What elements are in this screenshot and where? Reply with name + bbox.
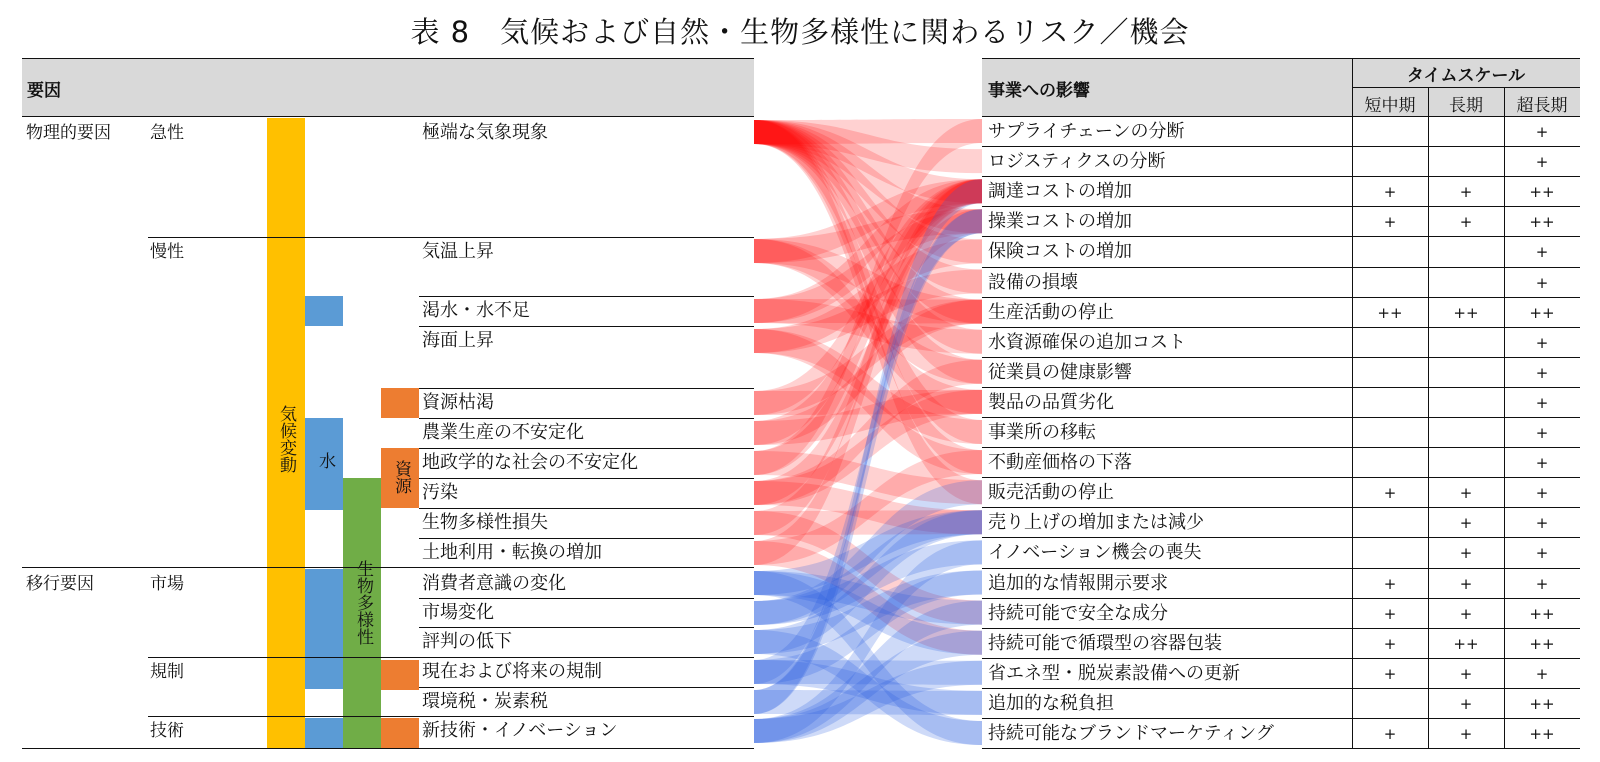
impact-mark-short: + [1383,664,1397,683]
impact-mark-very-long: + [1535,514,1549,533]
impact-mark-short: + [1383,183,1397,202]
impact-mark-long: + [1459,183,1473,202]
risk-label: 農業生産の不安定化 [422,422,584,443]
risk-label: 消費者意識の変化 [422,573,566,594]
impact-row-line [982,598,1580,599]
impact-mark-very-long: + [1535,484,1549,503]
impact-label: 設備の損壊 [988,271,1078,293]
impact-table-bottom-line [982,748,1580,749]
risk-row-separator [419,598,754,599]
impact-mark-long: + [1459,213,1473,232]
group-regulation: 規制 [150,662,184,682]
impact-mark-short: + [1383,604,1397,623]
impact-label: ロジスティクスの分断 [988,151,1166,173]
impact-row-line [982,718,1580,719]
group-market: 市場 [150,574,184,594]
group-physical: 物理的要因 [26,123,111,143]
impact-mark-long: + [1459,664,1473,683]
impact-mark-very-long: + [1535,333,1549,352]
impact-label: 製品の品質劣化 [988,391,1114,413]
impact-mark-long: + [1459,725,1473,743]
risk-row-separator [419,627,754,628]
impact-mark-very-long: + [1535,153,1549,172]
risk-label: 渇水・水不足 [422,300,530,321]
impact-label: 追加的な情報開示要求 [988,572,1168,594]
impact-label: 持続可能で循環型の容器包装 [988,632,1222,654]
impact-row-line [982,658,1580,659]
factor-header: 要因 [27,81,61,101]
impact-mark-very-long: + [1535,363,1549,382]
impact-label: 販売活動の停止 [988,482,1114,504]
impact-row-line [982,447,1580,448]
group-technology: 技術 [150,721,184,741]
impact-row-line [982,176,1580,177]
impact-mark-very-long: ++ [1529,303,1555,322]
impact-row-line [982,267,1580,268]
impact-mark-long: ++ [1453,634,1479,653]
risk-label: 市場変化 [422,602,494,623]
risk-row-separator [419,326,754,327]
impact-mark-very-long: + [1535,393,1549,412]
water-bar-label: 水 [315,452,335,469]
impact-mark-very-long: + [1535,574,1549,593]
impact-label: イノベーション機会の喪失 [988,542,1202,564]
impact-mark-short: + [1383,574,1397,593]
impact-label: 事業所の移転 [988,422,1096,443]
impact-mark-very-long: + [1535,273,1549,292]
impact-row-line [982,236,1580,237]
impact-row-line [982,477,1580,478]
impact-row-line [982,327,1580,328]
impact-mark-short: + [1383,725,1397,743]
impact-row-line [982,146,1580,147]
long-term-header: 長期 [1449,96,1483,116]
impact-mark-very-long: + [1535,123,1549,141]
impact-mark-very-long: + [1535,454,1549,473]
impact-mark-very-long: ++ [1529,634,1555,653]
impact-mark-very-long: ++ [1529,213,1555,232]
risk-row-separator [419,448,754,449]
impact-row-line [982,387,1580,388]
risk-label: 新技術・イノベーション [422,720,618,741]
impact-mark-long: + [1459,604,1473,623]
risk-row-separator [419,296,754,297]
risk-row-separator [419,538,754,539]
group-chronic: 慢性 [150,242,184,262]
climate-bar-label: 気候変動 [276,405,296,473]
impact-label: 売り上げの増加または減少 [988,512,1204,534]
impact-row-line [982,116,1580,117]
impact-header: 事業への影響 [988,81,1090,101]
risk-label: 土地利用・転換の増加 [422,542,602,563]
risk-row-separator [419,388,754,389]
impact-mark-long: ++ [1453,303,1479,322]
impact-row-line [982,568,1580,569]
impact-row-line [982,507,1580,508]
impact-label: 追加的な税負担 [988,692,1114,714]
risk-row-separator [419,508,754,509]
impact-mark-very-long: ++ [1529,183,1555,202]
table-title: 表 8 気候および自然・生物多様性に関わるリスク／機会 [410,15,1190,49]
impact-mark-long: + [1459,514,1473,533]
impact-mark-very-long: ++ [1529,725,1555,743]
impact-label: 不動産価格の下落 [988,452,1132,474]
risk-label: 極端な気象現象 [422,122,548,143]
impact-mark-long: + [1459,694,1473,713]
risk-label: 汚染 [422,482,458,503]
impact-label: 生産活動の停止 [988,301,1114,323]
timescale-header: タイムスケール [1406,66,1526,86]
timescale-col-line-3 [1504,87,1505,748]
impact-mark-long: + [1459,574,1473,593]
impact-label: 省エネ型・脱炭素設備への更新 [988,662,1240,684]
impact-mark-very-long: + [1535,243,1549,262]
impact-row-line [982,206,1580,207]
impact-mark-very-long: ++ [1529,604,1555,623]
impact-label: 調達コストの増加 [988,181,1132,203]
risk-label: 環境税・炭素税 [422,691,548,712]
impact-mark-very-long: + [1535,424,1549,442]
risk-label: 地政学的な社会の不安定化 [422,452,638,473]
biodiversity-bar-label: 生物多様性 [353,560,373,645]
risk-label: 評判の低下 [422,631,512,652]
resource-bar-label: 資源 [391,460,411,494]
timescale-col-line-1 [1352,58,1353,748]
impact-mark-long: + [1459,484,1473,503]
risk-row-separator [419,478,754,479]
risk-label: 気温上昇 [422,241,494,262]
risk-label: 海面上昇 [422,330,494,351]
risk-label: 生物多様性損失 [422,512,548,533]
impact-row-line [982,628,1580,629]
impact-label: 従業員の健康影響 [988,361,1132,383]
timescale-col-line-2 [1428,87,1429,748]
group-acute: 急性 [150,123,184,143]
risk-row-separator [419,418,754,419]
impact-mark-very-long: + [1535,544,1549,563]
impact-mark-very-long: + [1535,664,1549,683]
impact-label: 水資源確保の追加コスト [988,331,1186,353]
risk-label: 資源枯渇 [422,392,494,413]
impact-row-line [982,688,1580,689]
risk-row-separator [419,687,754,688]
impact-mark-short: + [1383,213,1397,232]
impact-row-line [982,297,1580,298]
impact-label: サプライチェーンの分断 [988,121,1185,142]
short-term-header: 短中期 [1364,96,1416,116]
impact-mark-very-long: ++ [1529,694,1555,713]
impact-mark-short: + [1383,634,1397,653]
impact-label: 操業コストの増加 [988,211,1132,233]
risk-label: 現在および将来の規制 [422,661,602,682]
group-transition: 移行要因 [26,574,94,594]
impact-label: 保険コストの増加 [988,241,1132,263]
impact-mark-short: ++ [1377,303,1403,322]
impact-row-line [982,537,1580,538]
impact-label: 持続可能で安全な成分 [988,602,1168,624]
impact-label: 持続可能なブランドマーケティング [988,723,1274,744]
impact-mark-short: + [1383,484,1397,503]
impact-mark-long: + [1459,544,1473,563]
impact-row-line [982,357,1580,358]
very-long-term-header: 超長期 [1516,96,1568,116]
impact-row-line [982,417,1580,418]
